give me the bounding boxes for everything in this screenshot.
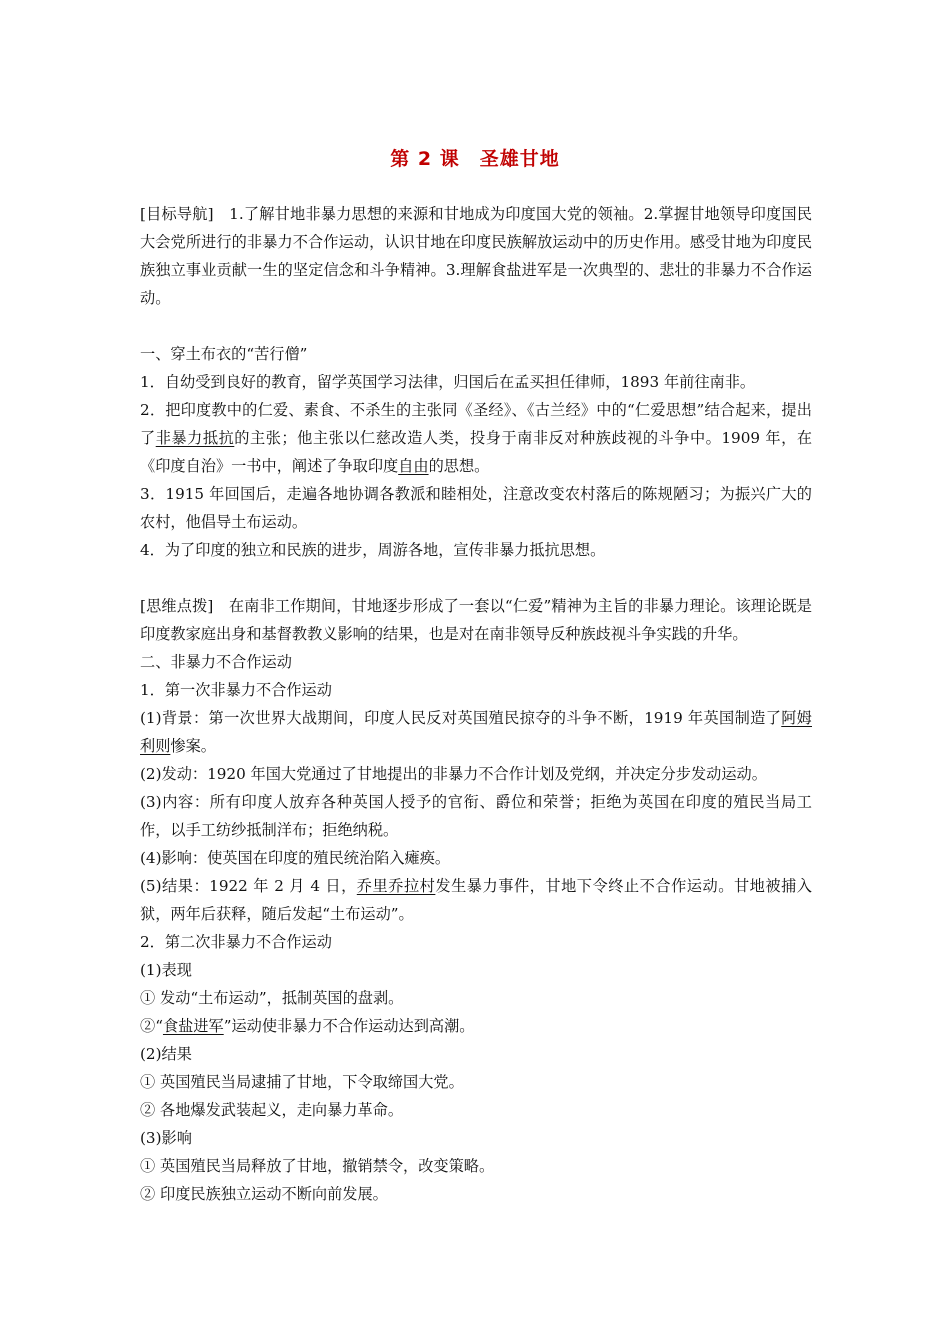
text-run: 发生暴力事件，甘地下令终止不合作运动。甘地被捕入狱，两年后获释，随后发起“土布运动”。: [140, 877, 812, 923]
text-run: ②“: [140, 1017, 163, 1035]
goals-text: 1.了解甘地非暴力思想的来源和甘地成为印度国大党的领袖。2.掌握甘地领导印度国民大会党所进行的非暴力不合作运动，认识甘地在印度民族解放运动中的历史作用。感受甘地为印度民族独立事业贡献一生的坚定信念和斗争精神。3.理解食盐进军是一次典型的、悲壮的非暴力不合作运动。: [140, 205, 813, 307]
goals-tag: [目标导航]: [140, 205, 214, 223]
second-result-item-1: ① 英国殖民当局逮捕了甘地，下令取缔国大党。: [140, 1073, 464, 1091]
first-background: [140, 704, 812, 760]
spacer: [140, 312, 812, 340]
underlined-term: 食盐进军: [162, 1017, 224, 1035]
section-1-point-1: 1．自幼受到良好的教育，留学英国学习法律，归国后在孟买担任律师，1893 年前往南非。: [140, 373, 756, 391]
second-impact-item-1: ① 英国殖民当局释放了甘地，撤销禁令，改变策略。: [140, 1157, 495, 1175]
second-result-heading: (2)结果: [140, 1045, 192, 1063]
section-1-point-3: 3．1915 年回国后，走遍各地协调各教派和睦相处，注意改变农村落后的陈规陋习；为振兴广大的农村，他倡导土布运动。: [140, 485, 812, 531]
text-run: 的主张；他主张以仁慈改造人类，投身于南非反对种族歧视的斗争中。1909 年，在《印度自治》一书中，阐述了争取印度: [140, 429, 813, 475]
lesson-title: 第 2 课 圣雄甘地: [390, 148, 560, 170]
text-run: ”运动使非暴力不合作运动达到高潮。: [223, 1017, 475, 1035]
first-content: (3)内容：所有印度人放弃各种英国人授予的官衔、爵位和荣誉；拒绝为英国在印度的殖民当局工作，以手工纺纱抵制洋布；拒绝纳税。: [140, 793, 812, 839]
thinking-text: 在南非工作期间，甘地逐步形成了一套以“仁爱”精神为主旨的非暴力理论。该理论既是印度教家庭出身和基督教教义影响的结果，也是对在南非领导反种族歧视斗争实践的升华。: [140, 597, 812, 643]
section-1-point-2: [140, 396, 812, 480]
text-run: (5)结果：1922 年 2 月 4 日，: [140, 877, 357, 895]
first-movement-heading: 1．第一次非暴力不合作运动: [140, 681, 332, 699]
underlined-term: 非暴力抵抗: [155, 429, 235, 447]
lesson-body: [140, 200, 812, 1208]
section-2-heading: 二、非暴力不合作运动: [140, 653, 292, 671]
first-impact: (4)影响：使英国在印度的殖民统治陷入瘫痪。: [140, 849, 451, 867]
text-run: 的思想。: [428, 457, 490, 475]
text-run: 惨案。: [170, 737, 216, 755]
second-manifestation-item-2: [140, 1012, 812, 1040]
section-1-heading: 一、穿土布衣的“苦行僧”: [140, 345, 308, 363]
second-impact-heading: (3)影响: [140, 1129, 192, 1147]
spacer: [140, 564, 812, 592]
text-run: (1)背景：第一次世界大战期间，印度人民反对英国殖民掠夺的斗争不断，1919 年英国制造了: [140, 709, 782, 727]
learning-goals: [140, 200, 812, 312]
thinking-tag: [思维点拨]: [140, 597, 214, 615]
underlined-term: 自由: [398, 457, 429, 475]
first-result: [140, 872, 812, 928]
second-impact-item-2: ② 印度民族独立运动不断向前发展。: [140, 1185, 388, 1203]
second-manifestation-item-1: ① 发动“土布运动”，抵制英国的盘剥。: [140, 989, 404, 1007]
second-manifestation-heading: (1)表现: [140, 961, 192, 979]
thinking-tip: [140, 592, 812, 648]
section-1-point-4: 4．为了印度的独立和民族的进步，周游各地，宣传非暴力抵抗思想。: [140, 541, 606, 559]
underlined-term: 阿姆利则: [140, 709, 812, 755]
underlined-term: 乔里乔拉村: [356, 877, 436, 895]
second-movement-heading: 2．第二次非暴力不合作运动: [140, 933, 332, 951]
text-run: 2．把印度教中的仁爱、素食、不杀生的主张同《圣经》、《古兰经》中的“仁爱思想”结合起来，提出了: [140, 401, 812, 447]
first-launch: (2)发动：1920 年国大党通过了甘地提出的非暴力不合作计划及党纲，并决定分步发动运动。: [140, 765, 767, 783]
second-result-item-2: ② 各地爆发武装起义，走向暴力革命。: [140, 1101, 404, 1119]
